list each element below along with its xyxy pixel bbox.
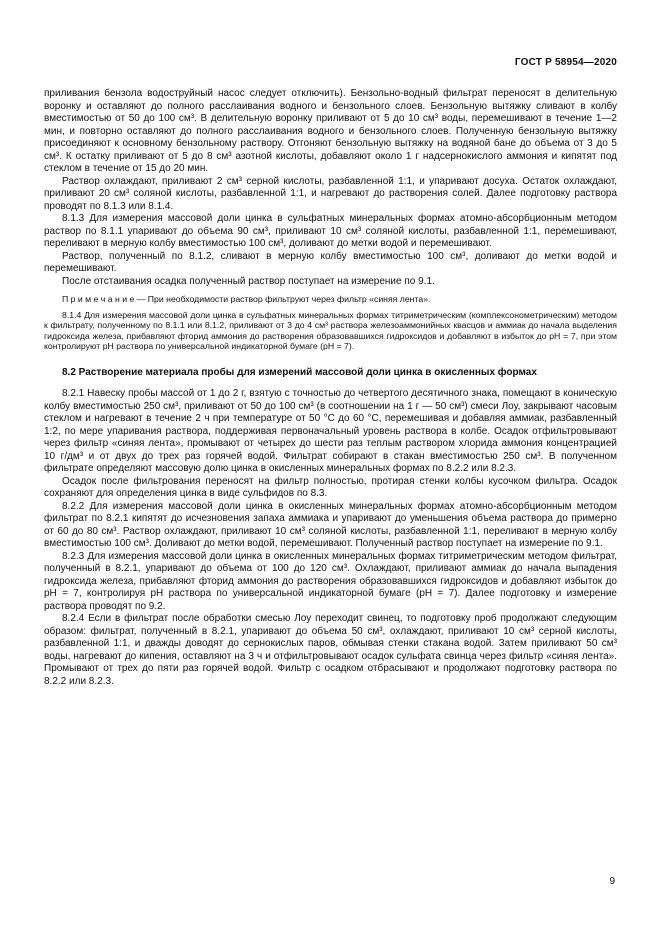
paragraph: Раствор, полученный по 8.1.2, сливают в мерную колбу вместимостью 100 см³, доливают до метки водой и перемешивают.	[44, 250, 617, 274]
page-number: 9	[609, 876, 615, 887]
paragraph-8-2-4: 8.2.4 Если в фильтрат после обработки смесью Лоу переходит свинец, то подготовку проб продолжают следующим образом: фильтрат, полученный в 8.2.1, упаривают до объема 50 см³, охлаждают, приливают 10 см³ серной кислоты, разбавленной 1:1, и дважды доводят до сернокислых паров, обмывая стенки стакана водой. Затем приливают 50 см³ воды, нагревают до кипения, оставляют на 3 ч и отфильтровывают осадок сульфата свинца через фильтр «синяя лента». Промывают от трех до пяти раз горячей водой. Фильтр с осадком отбрасывают и продолжают подготовку раствора по 8.2.2 или 8.2.3.	[44, 613, 617, 687]
paragraph: Осадок после фильтрования переносят на фильтр полностью, протирая стенки колбы кусочком фильтра. Осадок сохраняют для определения цинка в виде сульфидов по 8.3.	[44, 475, 617, 500]
note: П р и м е ч а н и е — При необходимости раствор фильтруют через фильтр «синяя лента».	[62, 294, 431, 304]
doc-code: ГОСТ Р 58954—2020	[514, 57, 617, 68]
paragraph-8-1-4: 8.1.4 Для измерения массовой доли цинка в сульфатных минеральных формах титриметрическим (комплексонометрическим) методом к фильтрату, полученному по 8.1.1 или 8.1.2, приливают от 3 до 4 см³ раствора железоаммонийных квасцов и аммиак до начала выделения гидроксида железа, прибавляют фторид аммония до растворения образовавшихся гидроксидов и добавляют в избыток до pH = 7, при этом контролируют pH раствора по универсальной индикаторной бумаге (pH = 7).	[44, 309, 617, 352]
paragraph-8-2-3: 8.2.3 Для измерения массовой доли цинка в окисленных минеральных формах титриметрическим методом фильтрат, полученный в 8.2.1, упаривают до объема от 100 до 120 см³. Охлаждают, приливают аммиак до начала выпадения гидроксида железа, прибавляют фторид аммония до растворения образовавшихся гидроксидов и добавляют избыток до pH = 7, контролируя pH раствора по универсальной индикаторной бумаге (pH = 7). Далее подготовку и измерение раствора проводят по 9.2.	[44, 550, 617, 612]
paragraph-8-2-1: 8.2.1 Навеску пробы массой от 1 до 2 г, взятую с точностью до четвертого десятичного знака, помещают в коническую колбу вместимостью 250 см³, приливают от 50 до 100 см³ (в соотношении на 1 г — 50 см³) смеси Лоу, закрывают часовым стеклом и нагревают в течение 2 ч при температуре от 50 °С до 60 °С, перемешивая и добавляя аммиак, разбавленный 1:2, по мере упаривания раствора, поддерживая первоначальный уровень раствора в колбе. Осадок отфильтровывают через фильтр «синяя лента», промывают от четырех до шести раз теплым раствором хлорида аммония концентрацией 10 г/дм³ и от двух до трех раз горячей водой. Фильтрат собирают в стакан вместимостью 250 см³. В полученном фильтрате определяют массовую долю цинка в окисленных минеральных формах по 8.2.2 или 8.2.3.	[44, 388, 617, 475]
section-heading-8-2: 8.2 Растворение материала пробы для измерений массовой доли цинка в окисленных формах	[62, 366, 537, 378]
document-body	[44, 88, 617, 688]
paragraph-8-1-3: 8.1.3 Для измерения массовой доли цинка в сульфатных минеральных формах атомно-абсорбционным методом раствор по 8.1.1 упаривают до объема 90 см³, приливают 10 см³ соляной кислоты, разбавленной 1:1, перемешивают, переливают в мерную колбу вместимостью 100 см³, доливают до метки водой и перемешивают.	[44, 213, 617, 249]
paragraph: Раствор охлаждают, приливают 2 см³ серной кислоты, разбавленной 1:1, и упаривают досуха. Остаток охлаждают, приливают 20 см³ соляной кислоты, разбавленной 1:1, и нагревают до растворения солей. Далее подготовку раствора проводят по 8.1.3 или 8.1.4.	[44, 175, 617, 212]
paragraph-8-2-2: 8.2.2 Для измерения массовой доли цинка в окисленных минеральных формах атомно-абсорбционным методом фильтрат по 8.2.1 кипятят до исчезновения запаха аммиака и упаривают до уменьшения объема раствора до примерно от 60 до 80 см³. Раствор охлаждают, приливают 10 см³ соляной кислоты, разбавленной 1:1, переливают в мерную колбу вместимостью 100 см³. Доливают до метки водой, перемешивают. Полученный раствор поступает на измерение по 9.1.	[44, 500, 617, 550]
paragraph-continuation: приливания бензола водоструйный насос следует отключить). Бензольно-водный фильтрат переносят в делительную воронку и оставляют до полного расслаивания водного и бензольного слоев. Бензольную вытяжку сливают в колбу вместимостью от 50 до 100 см³. В делительную воронку приливают от 5 до 10 см³ воды, перемешивают в течение 1—2 мин, и повторно оставляют до полного расслаивания водного и бензольного слоев. Полученную бензольную вытяжку присоединяют к основному бензольному раствору. Отгоняют бензольную вытяжку на водяной бане до объема от 3 до 5 см³. К остатку приливают от 5 до 8 см³ азотной кислоты, добавляют около 1 г надсернокислого аммония и кипятят под стеклом в течение от 15 до 20 мин.	[44, 88, 617, 174]
paragraph: После отстаивания осадка полученный раствор поступает на измерение по 9.1.	[62, 275, 435, 287]
